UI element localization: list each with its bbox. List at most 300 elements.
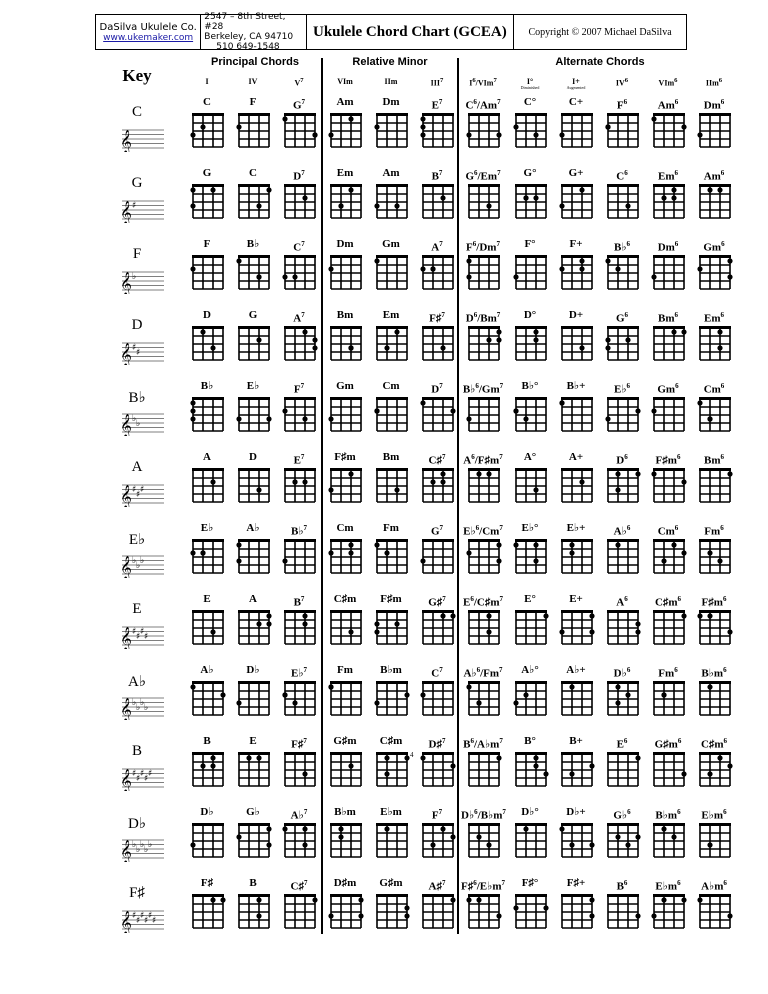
chord-diagram (373, 750, 411, 793)
chord-6-0 (185, 520, 229, 536)
chord-11-10 (646, 875, 690, 891)
chord-name: $D^6/Bm^7$ (465, 311, 501, 325)
chord-diagram (189, 111, 227, 154)
address-line-3: 510 649-1548 (216, 42, 280, 52)
chord-name: C° (523, 96, 537, 108)
chord-2-0 (185, 236, 229, 252)
chord-diagram (373, 111, 411, 154)
chord-5-2 (277, 449, 321, 465)
address-cell (201, 12, 306, 52)
chord-name: Dm$^6$ (703, 98, 725, 112)
chord-4-2 (277, 378, 321, 394)
chord-name: G♯m (333, 735, 357, 747)
svg-text:𝄞: 𝄞 (120, 697, 132, 720)
svg-text:𝄞: 𝄞 (120, 555, 132, 578)
chord-10-9 (600, 804, 644, 820)
key-name-8: A♭ (128, 674, 146, 690)
chord-name: $G^7$ (292, 98, 306, 112)
chord-name: G♭ (246, 806, 260, 818)
chord-name: B♭$^6$/Gm$^7$ (462, 382, 504, 396)
chord-diagram (281, 395, 319, 438)
chord-10-1 (231, 804, 275, 820)
chord-diagram (465, 750, 503, 793)
svg-text:♭: ♭ (140, 698, 145, 708)
chord-name: B♭+ (566, 380, 586, 392)
chord-diagram (235, 111, 273, 154)
chord-diagram (558, 253, 596, 296)
chord-name: F♯+ (566, 877, 586, 889)
column-note-8: Augmented (566, 85, 586, 90)
column-header-3: VIm (337, 77, 353, 86)
chord-diagram (558, 679, 596, 722)
chord-2-11 (692, 236, 736, 252)
svg-text:♯: ♯ (140, 485, 145, 495)
chord-name: G♭$^6$ (613, 808, 631, 822)
chord-8-10 (646, 662, 690, 678)
chord-diagram (696, 182, 734, 225)
company-name: DaSilva Ukulele Co. (99, 21, 197, 33)
key-name-5: A (131, 459, 143, 475)
chord-9-6 (461, 733, 505, 749)
svg-text:♯: ♯ (132, 627, 137, 637)
chord-diagram (373, 679, 411, 722)
svg-text:♯: ♯ (136, 490, 141, 500)
chord-diagram (327, 395, 365, 438)
address-line-1: 2547 – 8th Street, #28 (204, 12, 286, 32)
svg-text:♭: ♭ (136, 845, 141, 855)
column-header-9: $IV^6$ (615, 77, 629, 88)
chord-3-7 (508, 307, 552, 323)
chord-10-3 (323, 804, 367, 820)
chord-2-9 (600, 236, 644, 252)
chord-8-2 (277, 662, 321, 678)
chord-name: F (203, 238, 211, 250)
chord-diagram (650, 395, 688, 438)
svg-text:♭: ♭ (144, 703, 149, 713)
chord-name: $F♯m^6$ (701, 595, 727, 609)
chord-diagram (327, 892, 365, 935)
chord-10-5 (415, 804, 459, 820)
chord-6-3 (323, 520, 367, 536)
chord-name: A♭$^6$/Fm$^7$ (463, 666, 503, 680)
chord-diagram (604, 324, 642, 367)
chord-name: Am (336, 96, 354, 108)
chord-name: E♭ (200, 522, 214, 534)
column-header-11: IIm$^6$ (705, 77, 723, 88)
chord-name: G° (523, 167, 537, 179)
key-signature-staff (114, 765, 164, 791)
chord-11-6 (461, 875, 505, 891)
svg-text:♯: ♯ (136, 632, 141, 642)
chord-0-5 (415, 94, 459, 110)
chord-2-4 (369, 236, 413, 252)
chord-name: Gm (382, 238, 400, 250)
chord-name: $F^6/Dm^7$ (466, 240, 500, 254)
chord-name: B♭m (334, 806, 356, 818)
chord-8-9 (600, 662, 644, 678)
chord-9-8 (554, 733, 598, 749)
chord-name: E♭° (521, 522, 539, 534)
header-box (95, 14, 687, 50)
chord-name: D (203, 309, 211, 321)
chord-diagram (650, 679, 688, 722)
chord-10-4 (369, 804, 413, 820)
chord-diagram (465, 466, 503, 509)
chord-0-0 (185, 94, 229, 110)
chord-diagram (281, 750, 319, 793)
chord-diagram (419, 111, 457, 154)
chord-name: $B^6$ (616, 879, 628, 893)
chord-1-8 (554, 165, 598, 181)
chord-name: G♯$^7$ (428, 595, 446, 609)
svg-text:♯: ♯ (152, 916, 157, 926)
chord-diagram (189, 679, 227, 722)
chord-name: D♭+ (566, 806, 586, 818)
svg-text:♯: ♯ (148, 911, 153, 921)
chord-name: $G^6$ (615, 311, 629, 325)
key-signature-staff (114, 197, 164, 223)
chord-name: Fm (383, 522, 399, 534)
chord-name: $E^6/C♯m^7$ (462, 595, 503, 609)
chord-9-4 (369, 733, 414, 759)
svg-text:𝄞: 𝄞 (120, 200, 132, 223)
chord-name: D♭° (521, 806, 539, 818)
svg-text:𝄞: 𝄞 (120, 626, 132, 649)
chord-name: B♭$^6$ (613, 240, 631, 254)
chord-10-0 (185, 804, 229, 820)
chord-name: E♭ (246, 380, 260, 392)
chord-5-9 (600, 449, 644, 465)
chord-4-8 (554, 378, 598, 394)
chord-diagram (465, 892, 503, 935)
chord-11-4 (369, 875, 413, 891)
chord-5-1 (231, 449, 275, 465)
chord-10-10 (646, 804, 690, 820)
chord-4-5 (415, 378, 459, 394)
chord-diagram (235, 892, 273, 935)
chord-diagram (373, 821, 411, 864)
chord-name: Em$^6$ (658, 169, 678, 183)
chord-5-0 (185, 449, 229, 465)
chord-diagram (373, 253, 411, 296)
svg-text:♯: ♯ (132, 769, 137, 779)
chord-8-0 (185, 662, 229, 678)
chord-11-5 (415, 875, 459, 891)
chord-4-11 (692, 378, 736, 394)
chord-3-9 (600, 307, 644, 323)
chord-diagram (650, 324, 688, 367)
chord-name: D (249, 451, 257, 463)
chord-name: Am (382, 167, 400, 179)
chord-7-11 (692, 591, 736, 607)
key-signature-staff (114, 126, 164, 152)
chord-diagram (512, 111, 550, 154)
chord-0-7 (508, 94, 552, 110)
chord-diagram (696, 679, 734, 722)
chord-name: B (203, 735, 211, 747)
chord-diagram (235, 324, 273, 367)
chord-diagram (419, 892, 457, 935)
chord-name: B♭ (200, 380, 214, 392)
chord-8-3 (323, 662, 367, 678)
chart-title: Ukulele Chord Chart (GCEA) (307, 15, 515, 49)
divider-relative (457, 58, 459, 934)
svg-text:♯: ♯ (140, 911, 145, 921)
chord-name: $D^7$ (293, 169, 305, 183)
key-name-9: B (131, 743, 142, 759)
svg-text:𝄞: 𝄞 (120, 484, 132, 507)
company-cell (96, 15, 201, 49)
chord-diagram (327, 608, 365, 651)
chord-4-10 (646, 378, 690, 394)
chord-diagram (281, 608, 319, 651)
chord-name: D+ (568, 309, 584, 321)
chord-7-3 (323, 591, 367, 607)
section-relative-minor: Relative Minor (352, 56, 428, 68)
column-header-5: III$^7$ (430, 77, 444, 88)
chord-diagram (604, 679, 642, 722)
chord-3-6 (461, 307, 505, 323)
chord-diagram (189, 537, 227, 580)
chord-name: $E^6$ (616, 737, 628, 751)
chord-name: D♭ (200, 806, 214, 818)
chord-name: $B♭m^6$ (701, 666, 727, 680)
svg-text:♯: ♯ (136, 348, 141, 358)
chord-name: Cm$^6$ (703, 382, 725, 396)
chord-diagram (604, 821, 642, 864)
chord-name: B♭ (246, 238, 260, 250)
chord-7-5 (415, 591, 459, 607)
chord-diagram (189, 182, 227, 225)
chord-name: D♭ (246, 664, 260, 676)
column-note-7: Diminished (520, 85, 540, 90)
chord-diagram (696, 111, 734, 154)
svg-text:♯: ♯ (132, 485, 137, 495)
chord-1-6 (461, 165, 505, 181)
chord-name: $C^6/Am^7$ (465, 98, 501, 112)
chord-diagram (558, 537, 596, 580)
chord-name: Fm$^6$ (704, 524, 724, 538)
chord-name: Gm (336, 380, 354, 392)
chord-diagram (189, 395, 227, 438)
chord-diagram (419, 750, 457, 793)
chord-diagram (419, 821, 457, 864)
column-header-2: $V^7$ (294, 77, 304, 88)
chord-name: D♯$^7$ (428, 737, 446, 751)
chord-diagram (558, 821, 596, 864)
chord-name: Dm (382, 96, 400, 108)
column-header-0: I (205, 77, 209, 86)
chord-11-3 (323, 875, 367, 891)
address-line-2: Berkeley, CA 94710 (204, 32, 294, 42)
chord-diagram (696, 324, 734, 367)
chord-name: G (202, 167, 212, 179)
chord-name: $F♯m^6$ (655, 453, 681, 467)
chord-11-8 (554, 875, 598, 891)
chord-name: $F♯^6/E♭m^7$ (461, 879, 505, 893)
chord-diagram (281, 821, 319, 864)
chord-name: $F^7$ (431, 808, 443, 822)
chord-2-3 (323, 236, 367, 252)
chord-0-1 (231, 94, 275, 110)
chord-diagram (512, 253, 550, 296)
chord-diagram (373, 892, 411, 935)
chord-9-3 (323, 733, 367, 749)
chord-diagram (281, 253, 319, 296)
chord-4-4 (369, 378, 413, 394)
chord-name: C♯m (379, 735, 403, 747)
chord-diagram (650, 253, 688, 296)
chord-diagram (512, 821, 550, 864)
chord-diagram (696, 395, 734, 438)
chord-diagram (189, 324, 227, 367)
chord-0-3 (323, 94, 367, 110)
chord-1-1 (231, 165, 275, 181)
chord-0-8 (554, 94, 598, 110)
chord-name: B♭m (380, 664, 402, 676)
chord-diagram (465, 608, 503, 651)
chord-name: $C^7$ (431, 666, 443, 680)
chord-name: $B^7$ (293, 595, 305, 609)
chord-2-8 (554, 236, 598, 252)
chord-name: F (249, 96, 257, 108)
chord-6-10 (646, 520, 690, 536)
chord-name: C♯$^7$ (428, 453, 446, 467)
chord-diagram (512, 750, 550, 793)
chord-name: C♯m (333, 593, 357, 605)
chord-3-8 (554, 307, 598, 323)
chord-name: $E♭m^6$ (655, 879, 681, 893)
svg-text:♭: ♭ (136, 419, 141, 429)
chord-diagram (558, 750, 596, 793)
svg-text:♯: ♯ (132, 201, 137, 211)
chord-name: B (249, 877, 257, 889)
chord-1-0 (185, 165, 229, 181)
svg-text:♯: ♯ (136, 916, 141, 926)
chord-diagram (327, 324, 365, 367)
svg-text:♭: ♭ (140, 840, 145, 850)
chord-diagram (281, 324, 319, 367)
chord-name: Gm$^6$ (703, 240, 725, 254)
chord-10-6 (461, 804, 505, 820)
chord-name: E+ (569, 593, 583, 605)
chord-10-8 (554, 804, 598, 820)
chord-diagram (604, 111, 642, 154)
key-name-7: E (132, 601, 142, 617)
svg-text:♯: ♯ (144, 916, 149, 926)
chord-4-0 (185, 378, 229, 394)
chord-diagram (465, 821, 503, 864)
chord-name: Fm (337, 664, 353, 676)
chord-2-7 (508, 236, 552, 252)
svg-text:♭: ♭ (132, 698, 137, 708)
chord-name: $A♭m^6$ (701, 879, 727, 893)
key-name-10: D♭ (128, 816, 146, 832)
chord-0-11 (692, 94, 736, 110)
chord-name: D♭$^6$ (613, 666, 631, 680)
chord-diagram (189, 253, 227, 296)
chord-diagram (650, 750, 688, 793)
chord-name: $F^6$ (616, 98, 628, 112)
chord-name: Cm (382, 380, 400, 392)
svg-text:♯: ♯ (144, 774, 149, 784)
chord-diagram (235, 679, 273, 722)
chord-name: E (249, 735, 257, 747)
chord-5-7 (508, 449, 552, 465)
chord-name: Am$^6$ (703, 169, 725, 183)
section-alternate: Alternate Chords (555, 56, 645, 68)
chord-name: E♭$^6$/Cm$^7$ (463, 524, 503, 538)
chord-diagram (419, 182, 457, 225)
chord-7-8 (554, 591, 598, 607)
chord-name: $G^6/Em^7$ (465, 169, 501, 183)
key-signature-staff (114, 907, 164, 933)
chord-diagram (696, 750, 734, 793)
company-url[interactable]: www.ukemaker.com (103, 32, 194, 43)
chord-7-4 (369, 591, 413, 607)
chord-name: A (203, 451, 211, 463)
chord-0-2 (277, 94, 321, 110)
chord-diagram (327, 253, 365, 296)
chord-8-7 (508, 662, 552, 678)
chord-name: G+ (568, 167, 584, 179)
chord-name: $E^7$ (293, 453, 305, 467)
chord-name: E♭m (380, 806, 402, 818)
chord-10-7 (508, 804, 552, 820)
chord-diagram (558, 466, 596, 509)
chord-name: $C^6$ (616, 169, 628, 183)
key-signature-staff (114, 623, 164, 649)
chord-diagram (419, 253, 457, 296)
chord-diagram (235, 395, 273, 438)
chord-diagram (604, 537, 642, 580)
chord-8-8 (554, 662, 598, 678)
chord-name: F♯° (521, 877, 539, 889)
chord-2-2 (277, 236, 321, 252)
chord-name: $A^6/F♯m^7$ (463, 453, 503, 467)
svg-text:𝄞: 𝄞 (120, 129, 132, 152)
chord-6-1 (231, 520, 275, 536)
chord-6-6 (461, 520, 505, 536)
chord-1-9 (600, 165, 644, 181)
chord-9-5 (415, 733, 459, 749)
chord-name: Em (382, 309, 400, 321)
chord-name: $A^7$ (293, 311, 305, 325)
chord-3-0 (185, 307, 229, 323)
chord-diagram (650, 111, 688, 154)
chord-name: $B^7$ (431, 169, 443, 183)
chord-name: F° (524, 238, 536, 250)
chord-name: $C^7$ (293, 240, 305, 254)
chord-4-1 (231, 378, 275, 394)
key-signature-staff (114, 836, 164, 862)
chord-diagram (465, 111, 503, 154)
key-signature-staff (114, 481, 164, 507)
fret-position-marker: 4 (410, 751, 414, 759)
chord-name: F+ (569, 238, 583, 250)
chord-9-1 (231, 733, 275, 749)
chord-name: A (249, 593, 257, 605)
chord-8-4 (369, 662, 413, 678)
chord-4-6 (461, 378, 505, 394)
chord-11-7 (508, 875, 552, 891)
chord-name: $G^7$ (430, 524, 444, 538)
chord-name: F♯ (200, 877, 214, 889)
chord-diagram (604, 466, 642, 509)
key-name-2: F (132, 246, 142, 262)
chord-name: D° (523, 309, 537, 321)
chord-diagram (419, 608, 457, 651)
